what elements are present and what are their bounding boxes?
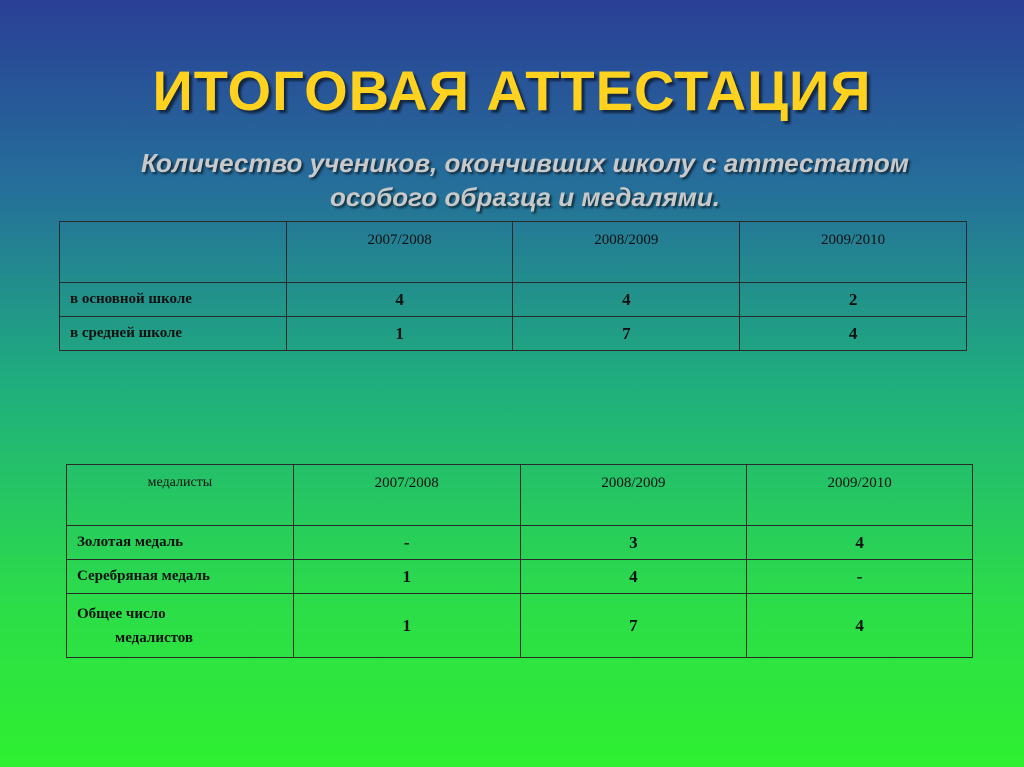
table-row bbox=[60, 317, 967, 351]
header-cell-year: 2008/2009 bbox=[520, 465, 747, 526]
table-row bbox=[67, 560, 973, 594]
medalists-table bbox=[66, 464, 973, 658]
table-cell: 2 bbox=[740, 283, 967, 317]
table-cell: 3 bbox=[520, 526, 747, 560]
header-cell-year: 2009/2010 bbox=[740, 222, 967, 283]
table-cell: 1 bbox=[293, 560, 520, 594]
table-cell: 1 bbox=[293, 594, 520, 658]
table-cell: 4 bbox=[747, 526, 973, 560]
row-label-line-2: медалистов bbox=[115, 629, 194, 646]
table-cell: 4 bbox=[513, 283, 740, 317]
subtitle-line-2: особого образца и медалями. bbox=[329, 182, 721, 212]
row-label: в средней школе bbox=[60, 317, 287, 351]
table-cell: 1 bbox=[286, 317, 513, 351]
row-label bbox=[67, 594, 294, 658]
table-cell: 7 bbox=[520, 594, 747, 658]
row-label: Серебряная медаль bbox=[67, 560, 294, 594]
header-cell-year: 2008/2009 bbox=[513, 222, 740, 283]
table-row bbox=[67, 594, 973, 658]
header-cell-year: 2009/2010 bbox=[747, 465, 973, 526]
header-cell-empty bbox=[60, 222, 287, 283]
row-label: в основной школе bbox=[60, 283, 287, 317]
row-label: Золотая медаль bbox=[67, 526, 294, 560]
table-cell: 7 bbox=[513, 317, 740, 351]
table-header-row bbox=[60, 222, 967, 283]
table-row bbox=[67, 526, 973, 560]
row-label-line-1: Общее число bbox=[77, 605, 166, 622]
subtitle-line-1: Количество учеников, окончивших школу с аттестатом bbox=[141, 148, 909, 178]
table-cell: - bbox=[293, 526, 520, 560]
header-cell-year: 2007/2008 bbox=[293, 465, 520, 526]
slide-subtitle bbox=[60, 146, 990, 214]
table-cell: 4 bbox=[740, 317, 967, 351]
table-cell: - bbox=[747, 560, 973, 594]
header-cell-medalists: медалисты bbox=[67, 465, 294, 526]
table-cell: 4 bbox=[520, 560, 747, 594]
slide-title: ИТОГОВАЯ АТТЕСТАЦИЯ bbox=[152, 59, 872, 122]
table-cell: 4 bbox=[286, 283, 513, 317]
table-cell: 4 bbox=[747, 594, 973, 658]
header-cell-year: 2007/2008 bbox=[286, 222, 513, 283]
table-header-row bbox=[67, 465, 973, 526]
attestation-table bbox=[59, 221, 967, 351]
table-row bbox=[60, 283, 967, 317]
